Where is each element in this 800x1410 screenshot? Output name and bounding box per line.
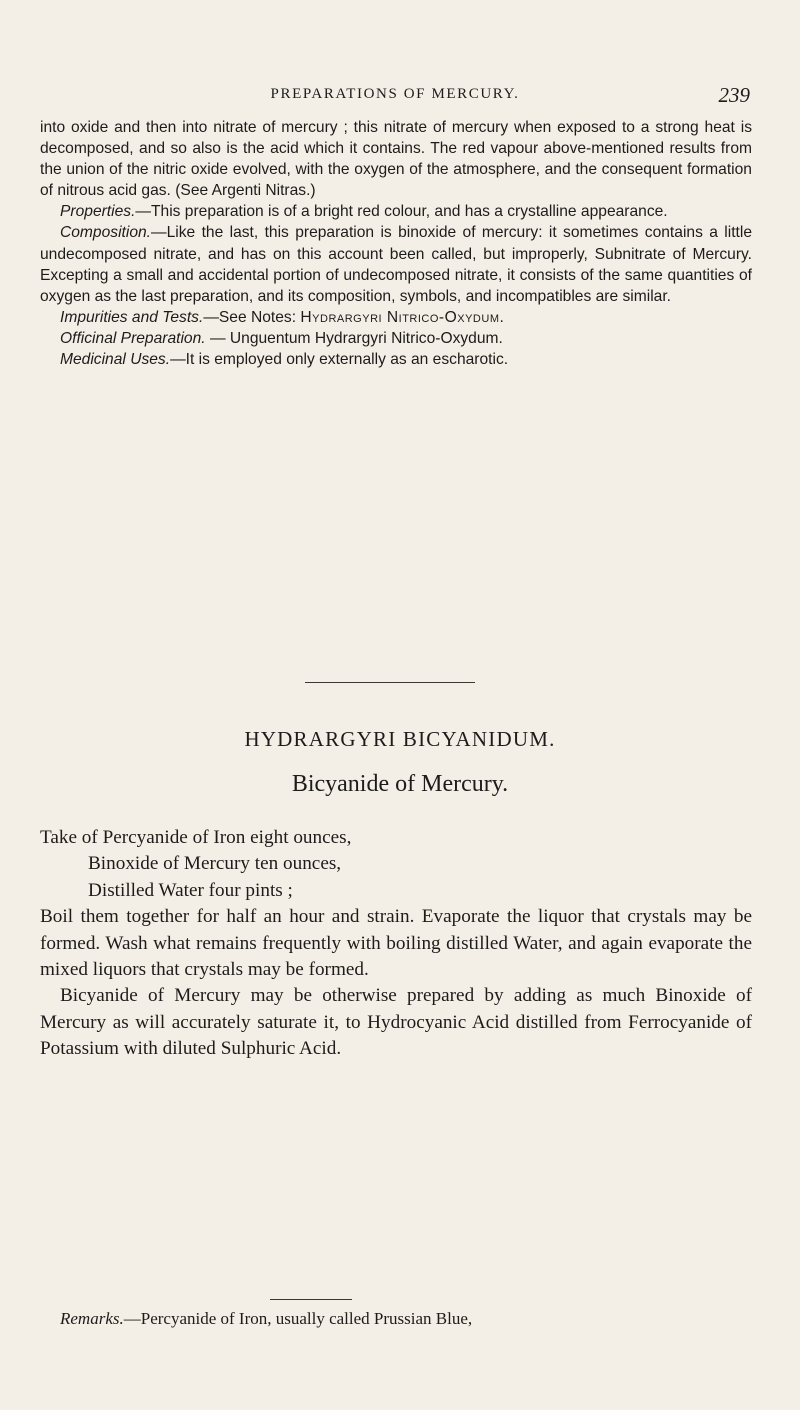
composition-label: Composition. [60, 224, 152, 242]
medicinal-paragraph [40, 349, 752, 370]
officinal-paragraph [40, 328, 752, 349]
remarks-text: —Percyanide of Iron, usually called Prussian Blue, [123, 1309, 473, 1328]
recipe-line-3: Distilled Water four pints ; [88, 879, 293, 901]
impurities-text: —See Notes: [203, 308, 297, 326]
impurities-paragraph [40, 307, 752, 328]
recipe-line-1: Take of Percyanide of Iron eight ounces, [40, 827, 352, 848]
medicinal-label: Medicinal Uses. [60, 351, 171, 369]
officinal-text: — Unguentum Hydrargyri Nitrico-Oxydum. [205, 329, 503, 347]
running-head [40, 83, 750, 110]
alternative-paragraph: Bicyanide of Mercury may be otherwise prepared by adding as much Binoxide of Mercury as will accurately saturate it, to Hydrocyanic Acid distilled from Ferrocyanide of Potassium with diluted Sulphuric Acid. [40, 985, 752, 1060]
properties-text: —This preparation is of a bright red colour, and has a crystalline appearance. [135, 203, 668, 221]
lower-text-block [40, 825, 752, 1063]
section-heading: HYDRARGYRI BICYANIDUM. [244, 727, 556, 751]
properties-paragraph [40, 201, 752, 222]
running-title: PREPARATIONS OF MERCURY. [270, 86, 520, 102]
section-divider [305, 682, 475, 683]
impurities-reference: Hydrargyri Nitrico-Oxydum. [300, 308, 505, 326]
instructions-paragraph: Boil them together for half an hour and strain. Evaporate the liquor that crystals may be formed. Wash what remains frequently with boiling distilled Water, and again evaporate the mixed liquors that crystals may be formed. [40, 906, 752, 981]
officinal-label: Officinal Preparation. [60, 329, 206, 347]
impurities-label: Impurities and Tests. [60, 308, 204, 326]
remarks-line [60, 1307, 752, 1331]
section-subheading: Bicyanide of Mercury. [291, 771, 509, 797]
recipe-line-2: Binoxide of Mercury ten ounces, [88, 853, 342, 875]
page-number: 239 [718, 83, 750, 107]
remarks-divider [270, 1299, 352, 1300]
upper-text-block [40, 117, 752, 370]
medicinal-text: —It is employed only externally as an escharotic. [170, 351, 509, 369]
continuation-paragraph: into oxide and then into nitrate of mercury ; this nitrate of mercury when exposed to a strong heat is decomposed, and so also is the acid which it contains. The red vapour above-mentioned results from the union of the nitric oxide evolved, with the oxygen of the atmosphere, and the consequent formation of nitrous acid gas. (See Argenti Nitras.) [40, 119, 752, 200]
composition-text: —Like the last, this preparation is binoxide of mercury: it sometimes contains a little undecomposed nitrate, and has on this account been called, but improperly, Subnitrate of Mercury. Excepting a small and accidental portion of undecomposed nitrate, it consists of the same quantities of oxygen as the last preparation, and its composition, symbols, and incompatibles are similar. [40, 224, 752, 305]
composition-paragraph [40, 222, 752, 306]
properties-label: Properties. [60, 203, 136, 221]
remarks-label: Remarks. [60, 1309, 124, 1328]
